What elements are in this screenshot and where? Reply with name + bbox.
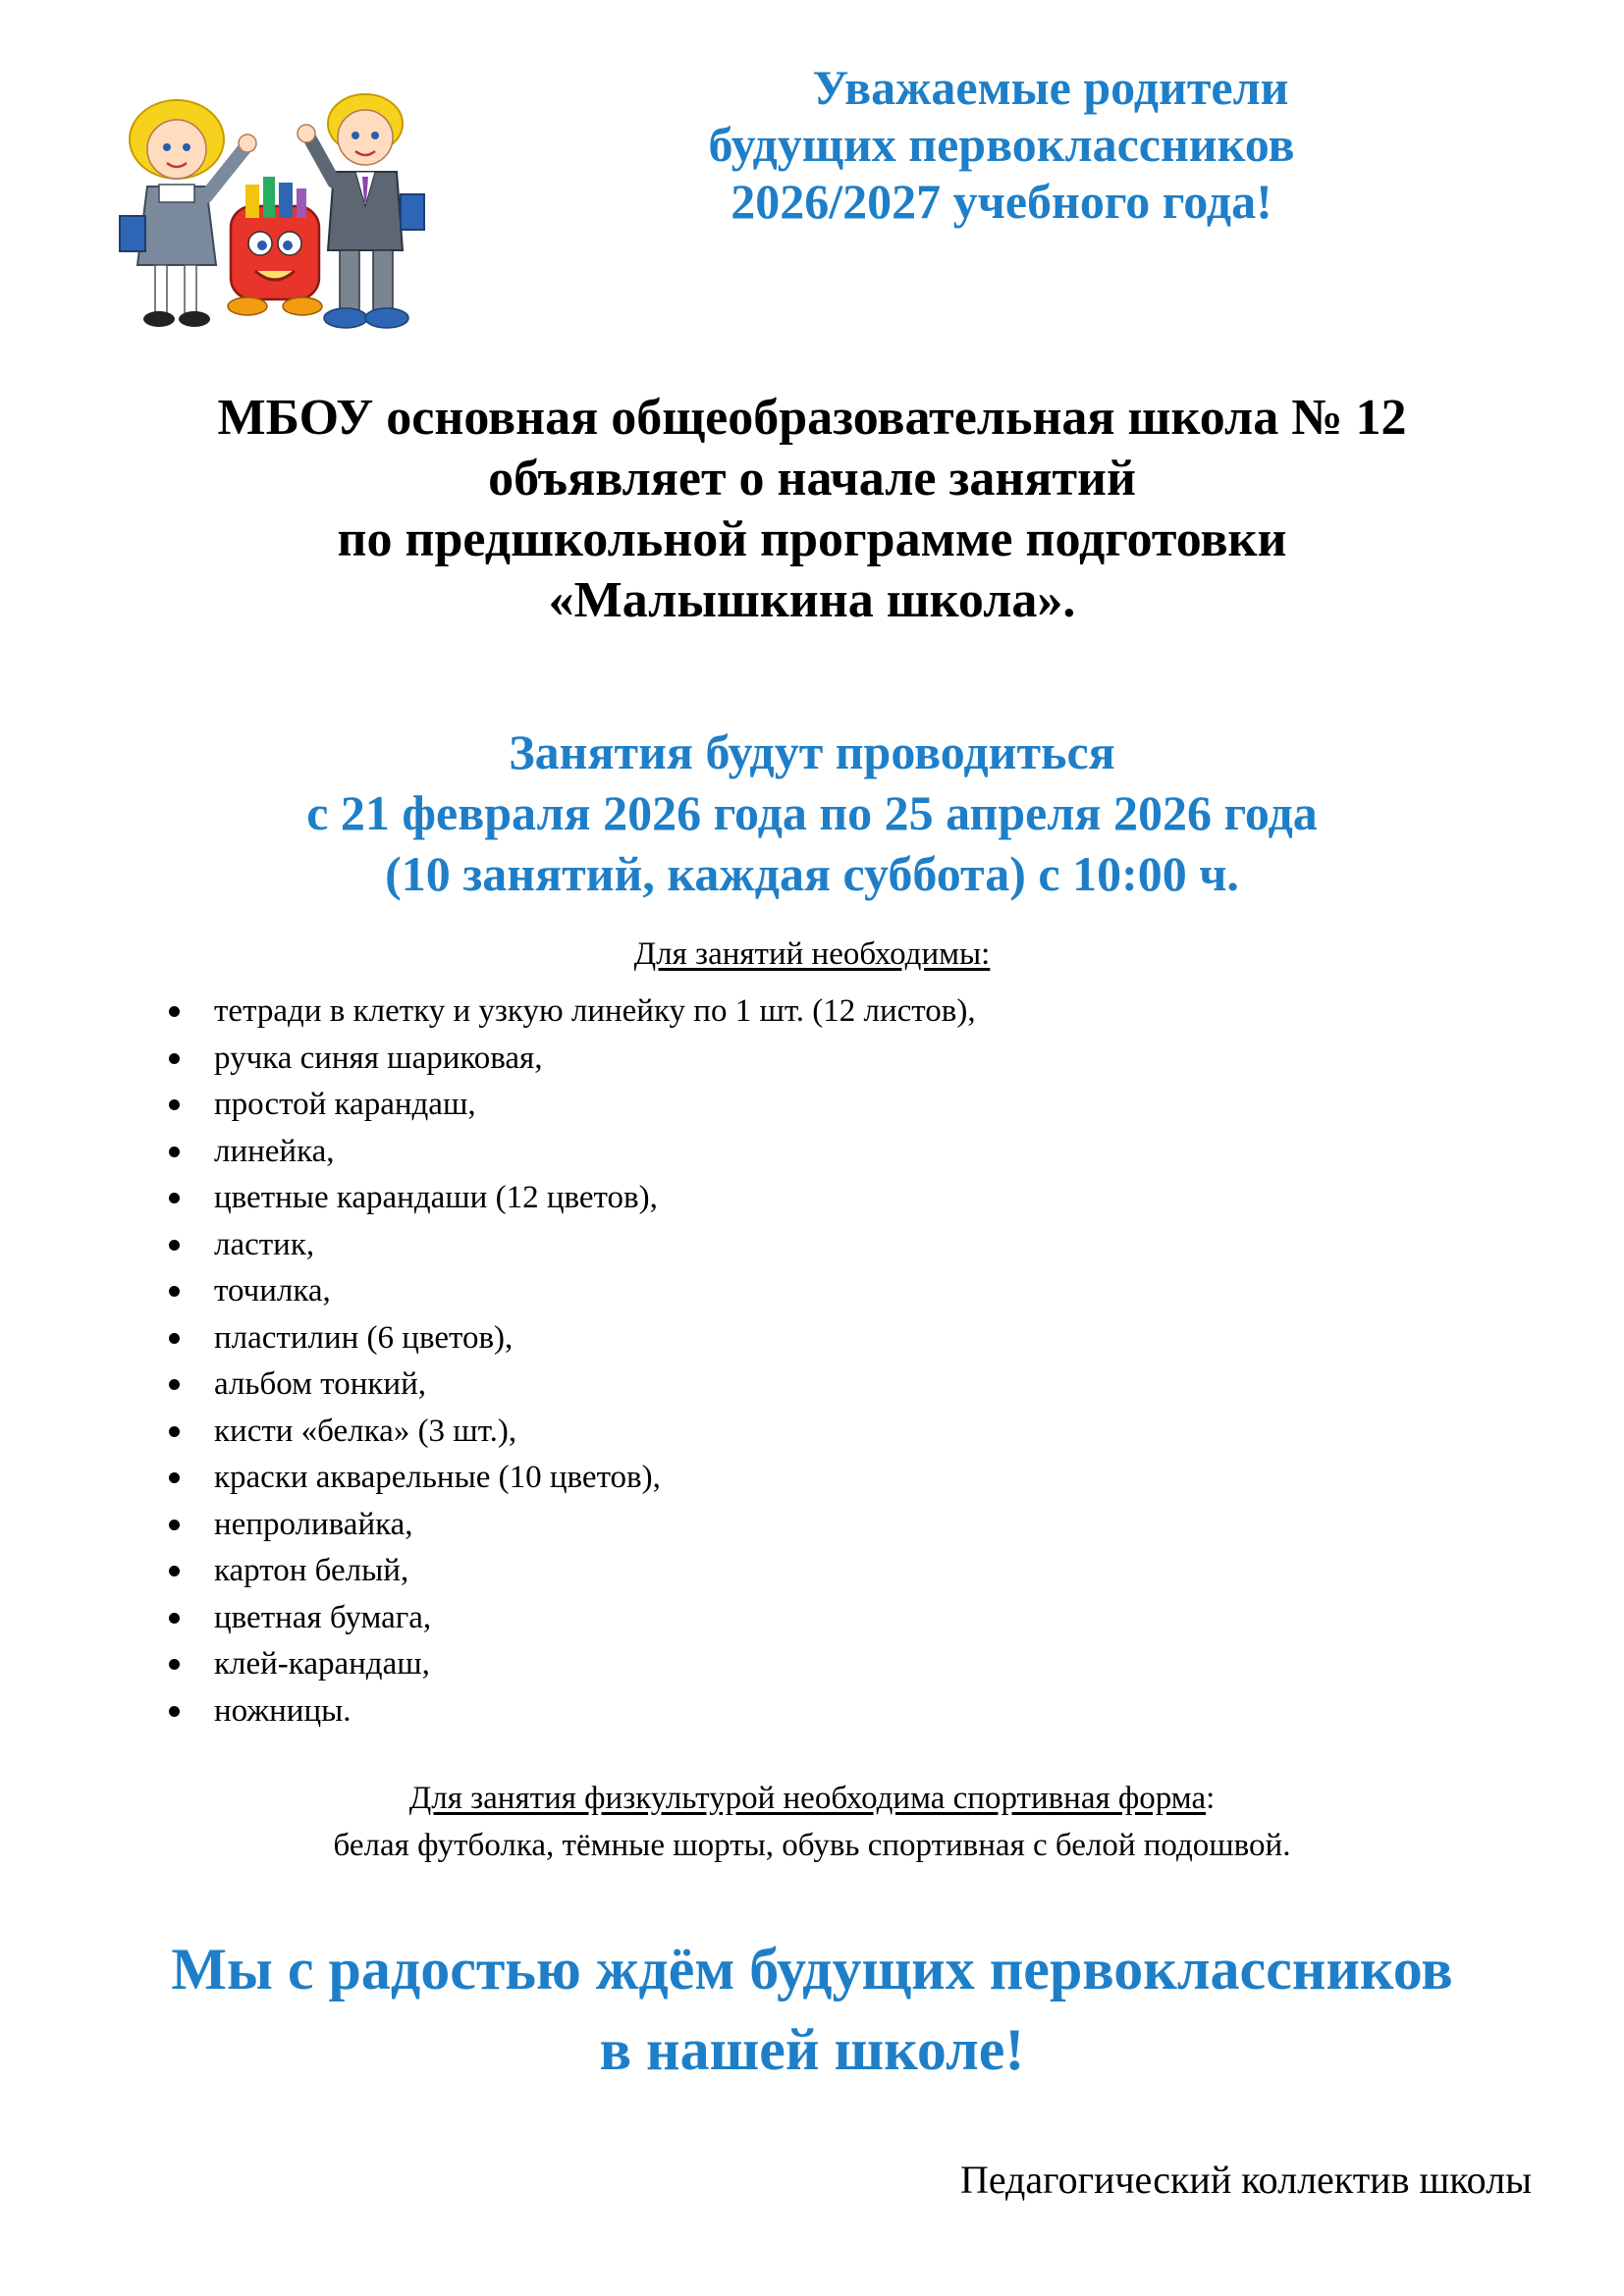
supplies-list: [165, 989, 1441, 1735]
list-item-text: ножницы.: [214, 1692, 352, 1729]
sport-title: Для занятия физкультурой необходима спортивная форма: [408, 1781, 1207, 1816]
sport-uniform-note: [98, 1775, 1526, 1869]
sport-line-1: [98, 1775, 1526, 1822]
list-item: [165, 1176, 1441, 1223]
signature: Педагогический коллектив школы: [959, 2158, 1532, 2202]
bullet-icon: [169, 1566, 180, 1576]
list-item: [165, 1223, 1441, 1270]
closing-message: [98, 1929, 1526, 2090]
list-item: [165, 989, 1441, 1037]
announcement-block: [98, 388, 1526, 631]
greeting-line-2: будущих первоклассников: [708, 117, 1295, 172]
list-item-text: цветная бумага,: [214, 1599, 432, 1635]
list-item: [165, 1037, 1441, 1084]
bullet-icon: [169, 1193, 180, 1203]
bullet-icon: [169, 1099, 180, 1110]
bullet-icon: [169, 1379, 180, 1390]
list-item-text: линейка,: [214, 1133, 335, 1169]
list-item: [165, 1456, 1441, 1503]
bullet-icon: [169, 1472, 180, 1483]
bullet-icon: [169, 1240, 180, 1251]
list-item-text: непроливайка,: [214, 1506, 413, 1542]
list-item: [165, 1130, 1441, 1177]
list-item-text: простой карандаш,: [214, 1087, 476, 1122]
list-item: [165, 1316, 1441, 1363]
bullet-icon: [169, 1426, 180, 1437]
bullet-icon: [169, 1053, 180, 1064]
announcement-line-1: МБОУ основная общеобразовательная школа № 12: [217, 390, 1407, 446]
bullet-icon: [169, 1147, 180, 1157]
sport-title-colon: :: [1206, 1781, 1216, 1816]
announcement-line-4: «Малышкина школа».: [548, 572, 1076, 628]
list-item-text: ручка синяя шариковая,: [214, 1040, 543, 1076]
bullet-icon: [169, 1520, 180, 1530]
children-with-backpack-illustration: [108, 79, 432, 353]
list-item: [165, 1362, 1441, 1410]
schedule-line-2: с 21 февраля 2026 года по 25 апреля 2026 года: [306, 785, 1318, 840]
list-item: [165, 1083, 1441, 1130]
bullet-icon: [169, 1333, 180, 1344]
schedule-line-3: (10 занятий, каждая суббота) с 10:00 ч.: [385, 846, 1239, 901]
list-item-text: тетради в клетку и узкую линейку по 1 шт. (12 листов),: [214, 993, 976, 1029]
greeting-line-1: Уважаемые родители: [812, 60, 1289, 115]
sport-line-2: белая футболка, тёмные шорты, обувь спортивная с белой подошвой.: [333, 1828, 1291, 1863]
list-item-text: картон белый,: [214, 1553, 409, 1588]
supplies-title-text: Для занятий необходимы:: [633, 936, 991, 972]
bullet-icon: [169, 1659, 180, 1670]
list-item-text: кисти «белка» (3 шт.),: [214, 1413, 517, 1449]
announcement-line-2: объявляет о начале занятий: [488, 451, 1136, 507]
closing-line-1: Мы с радостью ждём будущих первоклассников: [171, 1937, 1453, 2002]
list-item-text: клей-карандаш,: [214, 1646, 430, 1682]
list-item-text: краски акварельные (10 цветов),: [214, 1460, 661, 1495]
list-item: [165, 1642, 1441, 1689]
list-item-text: цветные карандаши (12 цветов),: [214, 1180, 658, 1215]
list-item: [165, 1549, 1441, 1596]
list-item-text: пластилин (6 цветов),: [214, 1319, 514, 1356]
supplies-title: [98, 934, 1526, 974]
list-item: [165, 1596, 1441, 1643]
bullet-icon: [169, 1286, 180, 1297]
list-item-text: альбом тонкий,: [214, 1366, 426, 1402]
parents-greeting-heading: [579, 59, 1424, 230]
list-item-text: ластик,: [214, 1226, 315, 1262]
announcement-line-3: по предшкольной программе подготовки: [337, 511, 1287, 567]
schedule-line-1: Занятия будут проводиться: [509, 724, 1115, 779]
list-item: [165, 1689, 1441, 1736]
list-item: [165, 1410, 1441, 1457]
bullet-icon: [169, 1613, 180, 1624]
backpack-figure: [228, 177, 322, 315]
list-item: [165, 1503, 1441, 1550]
list-item-text: точилка,: [214, 1273, 331, 1308]
bullet-icon: [169, 1706, 180, 1717]
schedule-block: [98, 721, 1526, 904]
boy-figure: [298, 94, 424, 328]
greeting-line-3: 2026/2027 учебного года!: [731, 174, 1272, 229]
list-item: [165, 1269, 1441, 1316]
closing-line-2: в нашей школе!: [599, 2017, 1025, 2082]
bullet-icon: [169, 1006, 180, 1017]
